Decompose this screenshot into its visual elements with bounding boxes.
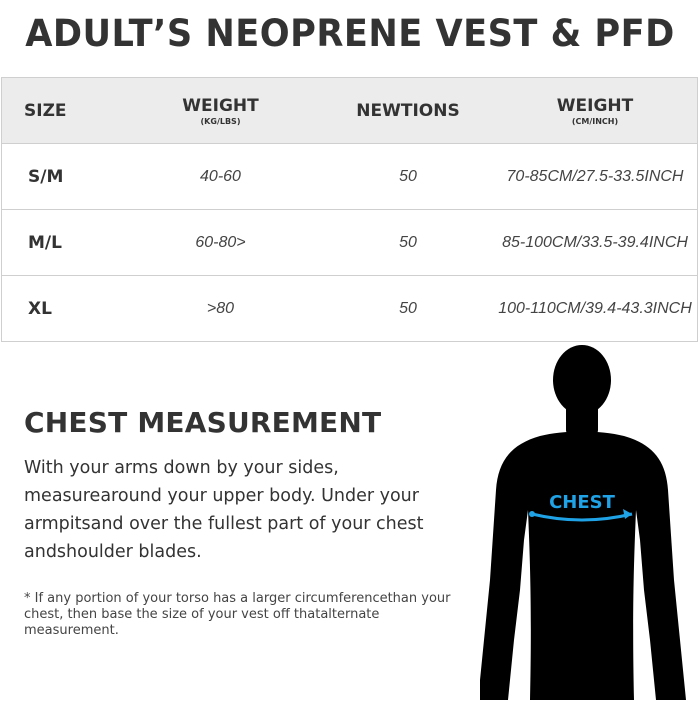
- cell-chest: 70-85CM/27.5-33.5INCH: [493, 144, 698, 210]
- silhouette-svg: [480, 340, 690, 700]
- chest-label: CHEST: [549, 492, 615, 513]
- table-row: [2, 276, 698, 342]
- neck-shape: [566, 402, 598, 436]
- cell-weight: 60-80>: [118, 210, 323, 276]
- header-newtons: NEWTIONS: [323, 78, 493, 144]
- cell-weight: 40-60: [118, 144, 323, 210]
- header-size: SIZE: [2, 78, 119, 144]
- cell-weight: >80: [118, 276, 323, 342]
- page-title: ADULT’S NEOPRENE VEST & PFD: [25, 12, 675, 55]
- cell-size: S/M: [2, 144, 119, 210]
- chest-measurement-instructions: With your arms down by your sides, measurearound your upper body. Under your armpitsand over the fullest part of your chest andshoulder blades.: [24, 458, 424, 562]
- table-row: [2, 144, 698, 210]
- cell-size: XL: [2, 276, 119, 342]
- table-header-row: [2, 78, 698, 144]
- table-row: [2, 210, 698, 276]
- cell-newtons: 50: [323, 276, 493, 342]
- cell-chest: 85-100CM/33.5-39.4INCH: [493, 210, 698, 276]
- person-silhouette-icon: [480, 340, 690, 700]
- torso-shape: [480, 432, 686, 701]
- chest-arrow-start-dot: [529, 511, 535, 517]
- cell-newtons: 50: [323, 210, 493, 276]
- header-chest: WEIGHT (CM/INCH): [493, 78, 698, 144]
- header-weight: WEIGHT (KG/LBS): [118, 78, 323, 144]
- size-chart-table: [1, 77, 698, 342]
- chest-measurement-footnote: * If any portion of your torso has a larger circumferencethan your chest, then base the size of your vest off thatalternate measurement.: [24, 591, 451, 638]
- cell-chest: 100-110CM/39.4-43.3INCH: [493, 276, 698, 342]
- chest-measurement-title: CHEST MEASUREMENT: [24, 406, 382, 439]
- cell-size: M/L: [2, 210, 119, 276]
- cell-newtons: 50: [323, 144, 493, 210]
